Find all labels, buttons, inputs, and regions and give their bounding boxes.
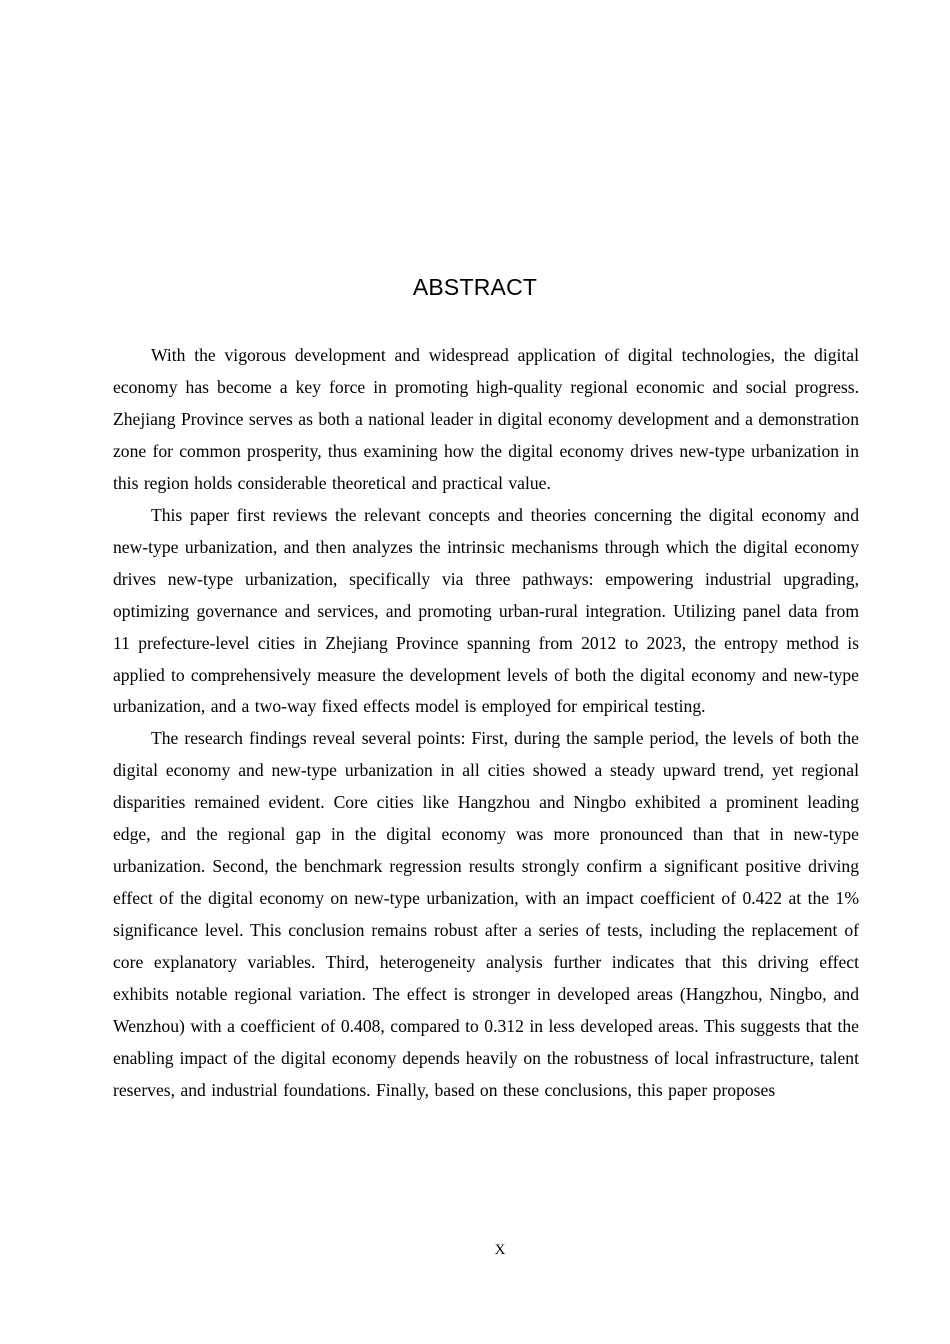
abstract-paragraph-3: The research findings reveal several points: First, during the sample period, the levels of both the digital economy and new-type urbanization in all cities showed a steady upward trend, yet regional disparities remained evident. Core cities like Hangzhou and Ningbo exhibited a prominent leading edge, and the regional gap in the digital economy was more pronounced than that in new-type urbanization. Second, the benchmark regression results strongly confirm a significant positive driving effect of the digital economy on new-type urbanization, with an impact coefficient of 0.422 at the 1% significance level. This conclusion remains robust after a series of tests, including the replacement of core explanatory variables. Third, heterogeneity analysis further indicates that this driving effect exhibits notable regional variation. The effect is stronger in developed areas (Hangzhou, Ningbo, and Wenzhou) with a coefficient of 0.408, compared to 0.312 in less developed areas. This suggests that the enabling impact of the digital economy depends heavily on the robustness of local infrastructure, talent reserves, and industrial foundations. Finally, based on these conclusions, this paper proposes — [113, 728, 859, 1100]
page-number: X — [494, 1242, 506, 1258]
abstract-paragraph-2: This paper first reviews the relevant concepts and theories concerning the digital economy and new-type urbanization, and then analyzes the intrinsic mechanisms through which the digital economy drives new-type urbanization, specifically via three pathways: empowering industrial upgrading, optimizing governance and services, and promoting urban-rural integration. Utilizing panel data from 11 prefecture-level cities in Zhejiang Province spanning from 2012 to 2023, the entropy method is applied to comprehensively measure the development levels of both the digital economy and new-type urbanization, and a two-way fixed effects model is employed for empirical testing. — [113, 504, 859, 717]
abstract-title: ABSTRACT — [412, 274, 538, 300]
abstract-body — [113, 340, 859, 1107]
abstract-paragraph-1: With the vigorous development and widespread application of digital technologies, the digital economy has become a key force in promoting high-quality regional economic and social progress. Zhejiang Province serves as both a national leader in digital economy development and a demonstration zone for common prosperity, thus examining how the digital economy drives new-type urbanization in this region holds considerable theoretical and practical value. — [113, 345, 859, 493]
